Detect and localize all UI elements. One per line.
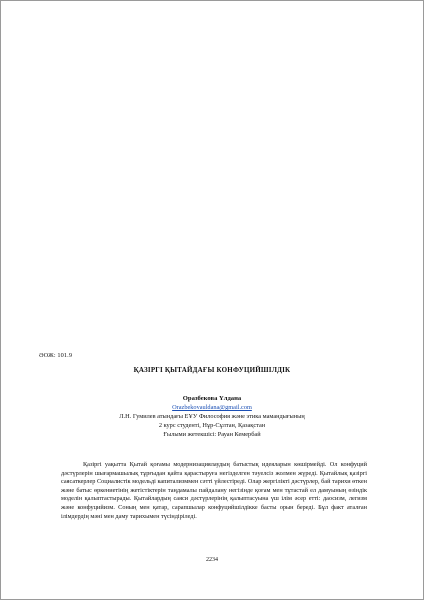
author-name: Оразбекова Үлдана [182,395,242,402]
supervisor-line: Ғылыми жетекшісі: Рауан Кемербай [163,431,261,439]
author-affiliation-line2: 2 курс студенті, Нұр-Сұлтан, Қазақстан [158,422,266,430]
author-affiliation-line1: Л.Н. Гумилев атындағы ЕҰУ Философия және этика мамандығының [119,413,305,421]
author-email-link[interactable]: Orazbekovauldana@gmail.com [172,404,252,412]
page-number: 2234 [206,557,218,563]
paper-title: ҚАЗІРГІ ҚЫТАЙДАҒЫ КОНФУЦИЙШІЛДІК [133,366,291,374]
udc-code: ӘОЖ: 101.9 [39,352,73,359]
abstract-paragraph: Қазіргі уақытта Қытай қоғамы модернизациялаудың батыстық идеяларын көшірмейді. Ол конфуций дәстүрлерін шығармашылық тұрғыдан қайта қарастыруға негізделген тәуелсіз жолмен жүреді. Қытайлық қазіргі саясаткерлер Социалистік модельді капитализммен сәтті үйлестіреді. Олар жергілікті дәстүрлер, бай тарихи өткен және батыс өркениетінің жетістіктерін таңдамалы пайдалану негізінде қоғам мен тұтастай ел дамуының өзіндік моделін қалыптастырады. Қытайлардың саяси дәстүрлерінің қалыптасуына үш ілім әсер етті: даосизм, легизм және конфуцийизм. Соның мен қатар, сарапшылар конфуцийшілдікке басты орын береді. Бұл факт аталған ілімдердің мәні мен даму тарихымен түсіндіріледі. [61,461,367,520]
abstract [61,461,367,521]
author-block [1,394,423,439]
